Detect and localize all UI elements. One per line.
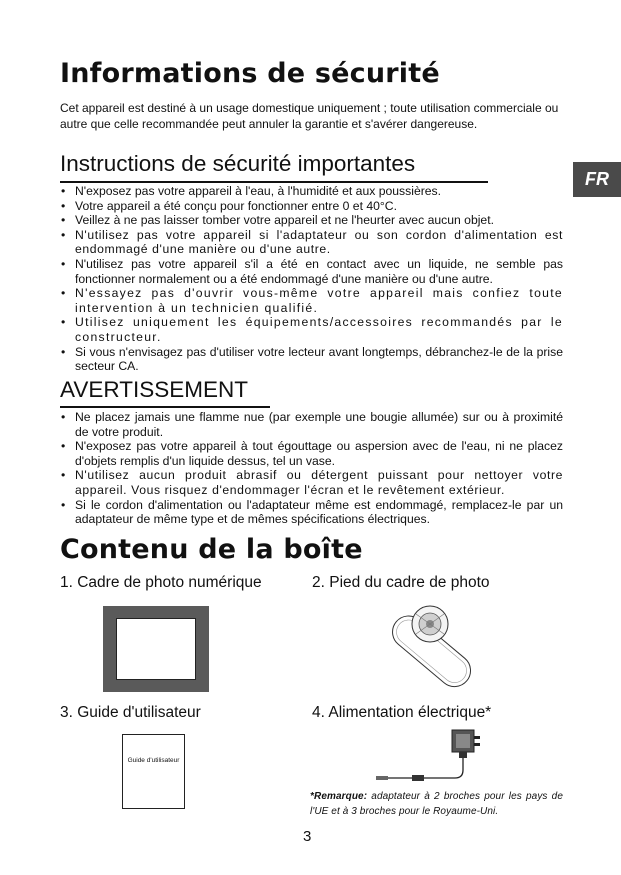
list-item: • Votre appareil a été conçu pour fonctionner entre 0 et 40°C. [60,199,563,214]
warning-list [60,410,563,527]
list-item: • N'essayez pas d'ouvrir vous-même votre appareil mais confiez toute intervention à un technicien qualifié. [60,286,563,315]
warning-heading [60,377,248,403]
language-tab: FR [573,162,621,197]
list-item: • Si le cordon d'alimentation ou l'adaptateur même est endommagé, remplacez-le par un adaptateur de même type et de mêmes spécifications électriques. [60,498,563,527]
instructions-heading-underline [60,181,488,183]
item-label-power: 4. Alimentation électrique* [312,704,492,721]
intro-paragraph: Cet appareil est destiné à un usage domestique uniquement ; toute utilisation commerciale ou autre que celle recommandée peut annuler la garantie et s'avérer dangereuse. [60,101,559,131]
item-label-guide: 3. Guide d'utilisateur [60,704,201,721]
remark-note [310,789,563,819]
remark-label: *Remarque: [310,791,368,802]
instructions-list [60,184,563,374]
power-adapter-illustration [370,726,500,786]
list-item: • Ne placez jamais une flamme nue (par exemple une bougie allumée) sur ou à proximité de votre produit. [60,410,563,439]
list-item: • Utilisez uniquement les équipements/accessoires recommandés par le constructeur. [60,315,563,344]
page-title: Informations de sécurité [60,58,440,89]
user-guide-illustration [122,734,185,809]
item-label-frame: 1. Cadre de photo numérique [60,574,262,591]
list-item: • N'exposez pas votre appareil à l'eau, à l'humidité et aux poussières. [60,184,563,199]
box-contents-title: Contenu de la boîte [60,534,363,565]
remark-text: adaptateur à 2 broches pour les pays de l'UE et à 3 broches pour le Royaume-Uni. [310,791,563,817]
instructions-heading [60,151,415,177]
list-item: • N'utilisez pas votre appareil s'il a été en contact avec un liquide, ne semble pas fonctionner normalement ou a été endommagé d'une manière ou d'une autre. [60,257,563,286]
page-number: 3 [303,828,312,845]
warning-heading-text: AVERTISSEMENT [60,377,248,402]
list-item: • Veillez à ne pas laisser tomber votre appareil et ne l'heurter avec aucun objet. [60,213,563,228]
list-item: • Si vous n'envisagez pas d'utiliser votre lecteur avant longtemps, débranchez-le de la prise secteur CA. [60,345,563,374]
guide-cover-text: Guide d'utilisateur [127,757,180,764]
list-item: • N'utilisez aucun produit abrasif ou détergent puissant pour nettoyer votre appareil. Vous risquez d'endommager l'écran et le revêtement extérieur. [60,468,563,497]
instructions-heading-text: Instructions de sécurité importantes [60,151,416,176]
list-item: • N'utilisez pas votre appareil si l'adaptateur ou son cordon d'alimentation est endommagé d'une manière ou d'une autre. [60,228,563,257]
photo-frame-screen [116,618,196,680]
list-item: • N'exposez pas votre appareil à tout égouttage ou aspersion avec de l'eau, ni ne placez d'objets remplis d'un liquide dessus, tel un vase. [60,439,563,468]
item-label-stand: 2. Pied du cadre de photo [312,574,490,591]
stand-illustration [380,600,480,700]
warning-heading-underline [60,406,270,408]
